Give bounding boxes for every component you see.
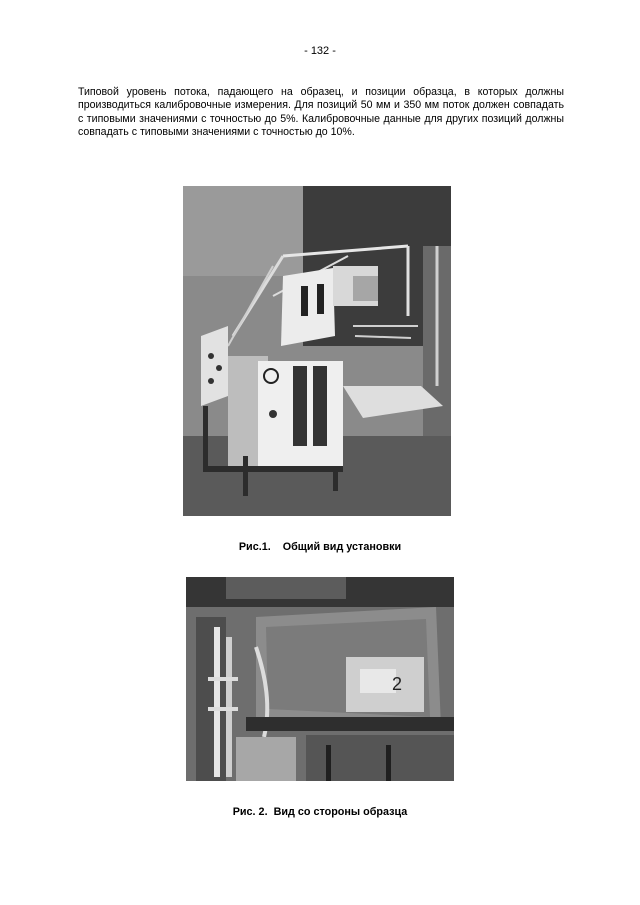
sign-number: 2 [392, 674, 403, 694]
figure-1-number: Рис.1. [238, 541, 271, 553]
figure-1-caption [0, 541, 640, 553]
figure-1-photo [183, 186, 451, 516]
figure-2-photo [186, 577, 454, 781]
figure-2-title: Вид со стороны образца [273, 806, 408, 818]
page-number: - 132 - [304, 45, 336, 57]
figure-2-number: Рис. 2. [232, 806, 268, 818]
figure-1-title: Общий вид установки [282, 541, 402, 553]
body-paragraph: Типовой уровень потока, падающего на образец, и позиции образца, в которых должны производиться калибровочные измерения. Для позиций 50 мм и 350 мм поток должен совпадать с типовыми значениями с точностью до 5%. Калибровочные данные для других позиций должны совпадать с типовыми значениями с точностью до 10%. [78, 86, 564, 139]
sample-side-photo [186, 577, 454, 781]
apparatus-photo [183, 186, 451, 516]
figure-2-caption [0, 806, 640, 818]
